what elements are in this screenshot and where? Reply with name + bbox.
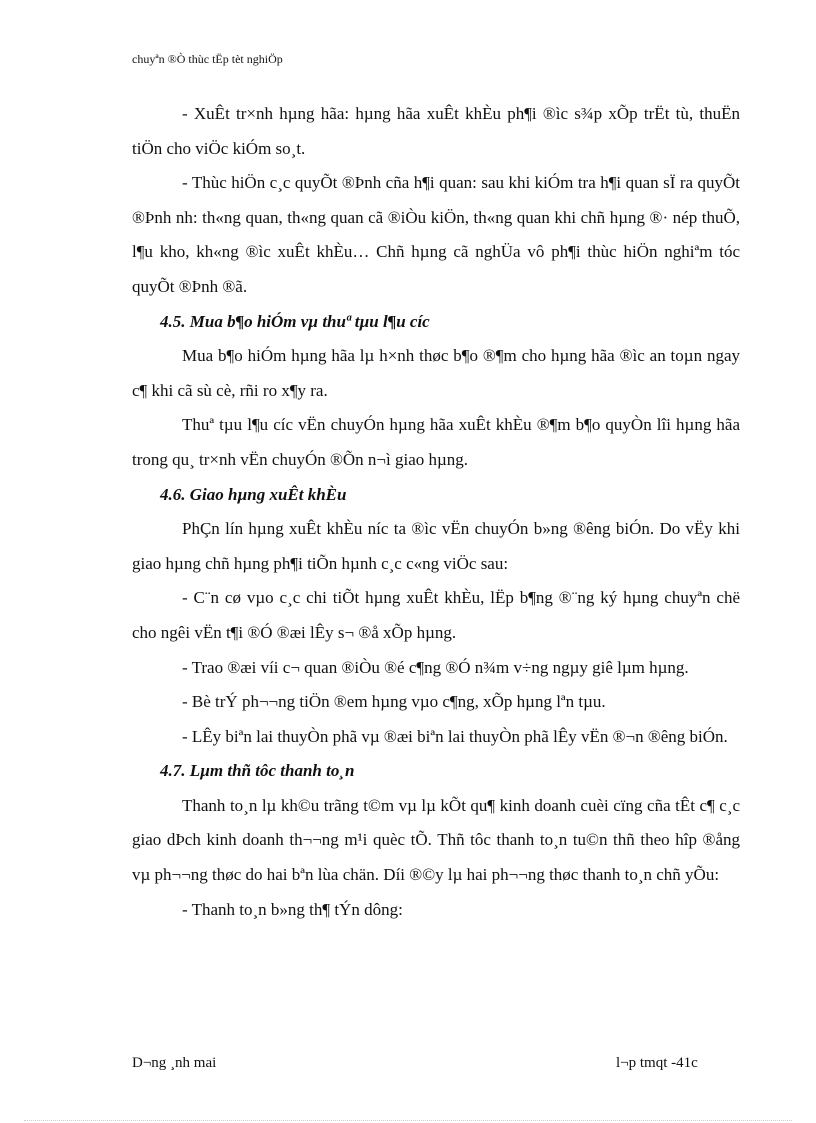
section-heading: 4.5. Mua b¶o hiÓm vµ thuª tµu l¶u cíc xyxy=(160,311,430,331)
body-paragraph: Thanh to¸n lµ kh©u trãng t©m vµ lµ kÕt qu¶ kinh doanh cuèi cïng cña tÊt c¶ c¸c giao dÞch kinh doanh th¬¬ng m¹i quèc tÕ. Thñ tôc thanh to¸n tu©n thñ theo hîp ®ång vµ ph¬¬ng thøc do hai bªn lùa chän. Díi ®©y lµ hai ph¬¬ng thøc thanh to¸n chñ yÕu: xyxy=(132,795,740,885)
page-divider xyxy=(24,1120,792,1121)
footer-class: l¬p tmqt -41c xyxy=(616,1055,698,1071)
footer-author: D¬ng ¸nh mai xyxy=(132,1055,217,1071)
body-paragraph: - Thùc hiÖn c¸c quyÕt ®Þnh cña h¶i quan: sau khi kiÓm tra h¶i quan sÏ ra quyÕt ®Þnh nh: th«ng quan, th«ng quan cã ®iÒu kiÖn, th«ng quan khi chñ hµng ®· nép thuÕ, l¶u kho, kh«ng ®ìc xuÊt khÈu… Chñ hµng cã nghÜa vô ph¶i thùc hiÖn nghiªm tóc quyÕt ®Þnh ®ã. xyxy=(132,173,740,296)
section-heading: 4.6. Giao hµng xuÊt khÈu xyxy=(160,484,347,504)
document-body xyxy=(132,97,740,927)
body-paragraph: - LÊy biªn lai thuyÒn phã vµ ®æi biªn lai thuyÒn phã lÊy vËn ®¬n ®êng biÓn. xyxy=(182,726,728,746)
body-paragraph: - Thanh to¸n b»ng th¶ tÝn dông: xyxy=(182,899,403,919)
body-paragraph: - C¨n cø vµo c¸c chi tiÕt hµng xuÊt khÈu, lËp b¶ng ®¨ng ký hµng chuyªn chë cho ngêi vËn t¶i ®Ó ®æi lÊy s¬ ®å xÕp hµng. xyxy=(132,588,740,642)
body-paragraph: Thuª tµu l¶u cíc vËn chuyÓn hµng hãa xuÊt khÈu ®¶m b¶o quyÒn lîi hµng hãa trong qu¸ tr×nh vËn chuyÓn ®Õn n¬ì giao hµng. xyxy=(132,415,740,469)
section-heading: 4.7. Lµm thñ tôc thanh to¸n xyxy=(160,761,355,781)
body-paragraph: - XuÊt tr×nh hµng hãa: hµng hãa xuÊt khÈu ph¶i ®ìc s¾p xÕp trËt tù, thuËn tiÖn cho viÖc kiÓm so¸t. xyxy=(132,104,740,158)
page-header: chuyªn ®Ò thùc tËp tèt nghiÖp xyxy=(132,52,283,66)
body-paragraph: PhÇn lín hµng xuÊt khÈu níc ta ®ìc vËn chuyÓn b»ng ®êng biÓn. Do vËy khi giao hµng chñ hµng ph¶i tiÕn hµnh c¸c c«ng viÖc sau: xyxy=(132,519,740,573)
body-paragraph: Mua b¶o hiÓm hµng hãa lµ h×nh thøc b¶o ®¶m cho hµng hãa ®ìc an toµn ngay c¶ khi cã sù cè, rñi ro x¶y ra. xyxy=(132,346,740,400)
body-paragraph: - Trao ®æi víi c¬ quan ®iÒu ®é c¶ng ®Ó n¾m v÷ng ngµy giê lµm hµng. xyxy=(182,657,689,677)
body-paragraph: - Bè trÝ ph¬¬ng tiÖn ®em hµng vµo c¶ng, xÕp hµng lªn tµu. xyxy=(182,692,606,712)
